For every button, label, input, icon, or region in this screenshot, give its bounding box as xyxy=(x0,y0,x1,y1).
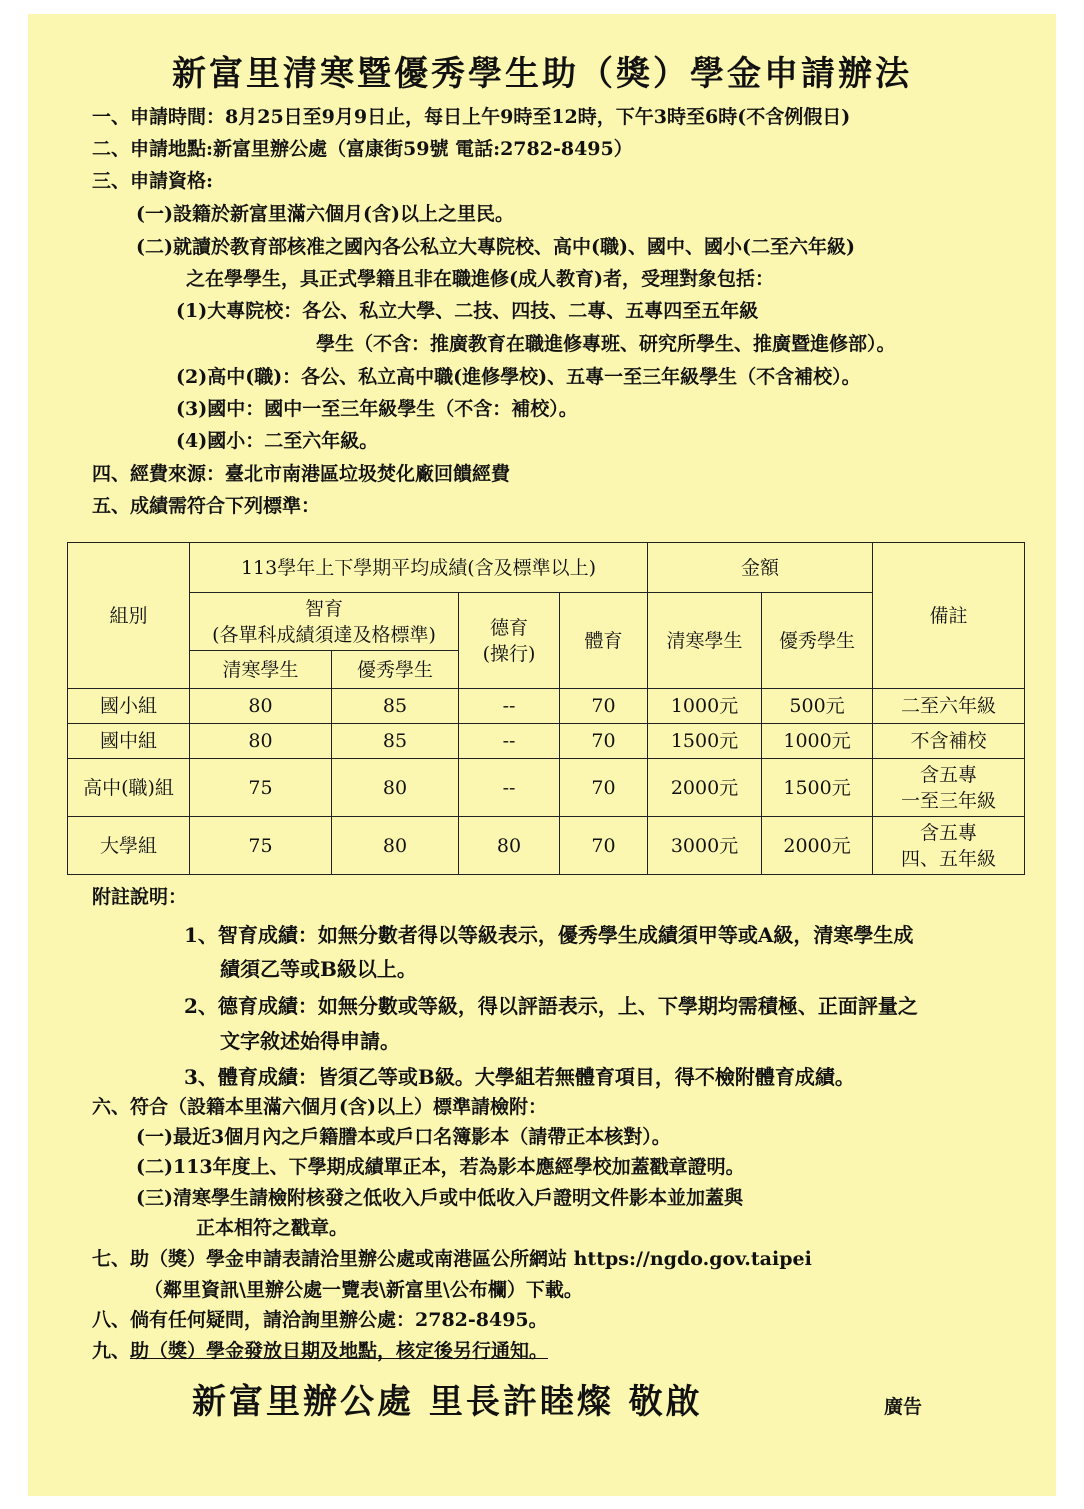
header-pe: 體育 xyxy=(560,593,648,689)
row-intel-needy: 75 xyxy=(190,817,332,875)
row-intel-excellent: 85 xyxy=(332,689,459,724)
eligibility-sub-1-cont: 學生（不含：推廣教育在職進修專班、研究所學生、推廣暨進修部）。 xyxy=(316,333,896,355)
row-amount-excellent: 1000元 xyxy=(762,724,873,759)
note-1-cont: 績須乙等或B級以上。 xyxy=(220,957,417,981)
row-intel-excellent: 85 xyxy=(332,724,459,759)
row-remark-line-1: 二至六年級 xyxy=(901,695,997,717)
signature: 新富里辦公處 里長許睦燦 敬啟 xyxy=(192,1382,703,1422)
row-intel-needy: 80 xyxy=(190,689,332,724)
row-remark xyxy=(873,724,1025,759)
header-amount-excellent: 優秀學生 xyxy=(762,593,873,689)
row-moral: -- xyxy=(459,724,560,759)
row-group: 高中(職)組 xyxy=(68,759,190,817)
eligibility-item-2-cont: 之在學學生，具正式學籍且非在職進修(成人教育)者，受理對象包括： xyxy=(186,268,774,290)
eligibility-item-1: (一)設籍於新富里滿六個月(含)以上之里民。 xyxy=(136,203,514,225)
row-pe: 70 xyxy=(560,724,648,759)
section-inquiry: 八、倘有任何疑問，請洽詢里辦公處：2782-8495。 xyxy=(92,1309,548,1331)
eligibility-sub-4: (4)國小：二至六年級。 xyxy=(176,430,379,452)
row-remark-line-2: 一至三年級 xyxy=(901,789,997,812)
eligibility-sub-1: (1)大專院校：各公、私立大學、二技、四技、二專、五專四至五年級 xyxy=(176,300,759,322)
row-pe: 70 xyxy=(560,689,648,724)
advertisement-label: 廣告 xyxy=(884,1396,923,1418)
row-amount-needy: 3000元 xyxy=(648,817,762,875)
row-pe: 70 xyxy=(560,817,648,875)
grade-standard-table xyxy=(67,542,1025,875)
header-amount: 金額 xyxy=(648,543,873,593)
row-intel-excellent: 80 xyxy=(332,759,459,817)
header-intellectual-needy: 清寒學生 xyxy=(190,651,332,689)
table-row xyxy=(68,817,1025,875)
row-amount-excellent: 2000元 xyxy=(762,817,873,875)
eligibility-sub-2: (2)高中(職)：各公、私立高中職(進修學校)、五專一至三年級學生（不含補校）。 xyxy=(176,366,861,388)
row-moral: 80 xyxy=(459,817,560,875)
note-3: 3、體育成績：皆須乙等或B級。大學組若無體育項目，得不檢附體育成績。 xyxy=(184,1065,855,1089)
row-remark-line-1: 含五專 xyxy=(920,821,978,844)
section-distribution-text: 助（獎）學金發放日期及地點，核定後另行通知。 xyxy=(130,1340,549,1362)
row-amount-needy: 1000元 xyxy=(648,689,762,724)
row-remark xyxy=(873,759,1025,817)
header-intellectual-note: (各單科成績須達及格標準) xyxy=(212,623,436,646)
row-group: 大學組 xyxy=(68,817,190,875)
section-distribution xyxy=(92,1338,548,1364)
row-amount-excellent: 1500元 xyxy=(762,759,873,817)
row-remark xyxy=(873,689,1025,724)
row-amount-needy: 2000元 xyxy=(648,759,762,817)
document-item-3-cont: 正本相符之戳章。 xyxy=(196,1217,349,1239)
page-title: 新富里清寒暨優秀學生助（獎）學金申請辦法 xyxy=(172,54,912,94)
header-moral xyxy=(459,593,560,689)
document-item-3: (三)清寒學生請檢附核發之低收入戶或中低收入戶證明文件影本並加蓋與 xyxy=(136,1187,743,1209)
section-application-form-path: （鄰里資訊\里辦公處一覽表\新富里\公布欄）下載。 xyxy=(144,1279,583,1301)
document-item-1: (一)最近3個月內之戶籍謄本或戶口名簿影本（請帶正本核對）。 xyxy=(136,1126,671,1148)
section-grade-standard: 五、成績需符合下列標準： xyxy=(92,495,321,517)
row-remark-line-2: 四、五年級 xyxy=(901,847,997,870)
section-documents: 六、符合（設籍本里滿六個月(含)以上）標準請檢附： xyxy=(92,1096,547,1118)
header-average-grade: 113學年上下學期平均成績(含及標準以上) xyxy=(190,543,648,593)
row-group: 國中組 xyxy=(68,724,190,759)
section-funding-source: 四、經費來源：臺北市南港區垃圾焚化廠回饋經費 xyxy=(92,463,511,485)
header-moral-title: 德育 xyxy=(489,616,528,639)
document-item-2: (二)113年度上、下學期成績單正本，若為影本應經學校加蓋戳章證明。 xyxy=(136,1156,745,1178)
section-application-location: 二、申請地點:新富里辦公處（富康街59號 電話:2782-8495） xyxy=(92,138,633,160)
row-intel-excellent: 80 xyxy=(332,817,459,875)
row-amount-excellent: 500元 xyxy=(762,689,873,724)
header-intellectual-title: 智育 xyxy=(304,597,343,620)
section-application-time: 一、申請時間：8月25日至9月9日止，每日上午9時至12時，下午3時至6時(不含例假日) xyxy=(92,106,851,128)
eligibility-item-2: (二)就讀於教育部核准之國內各公私立大專院校、高中(職)、國中、國小(二至六年級) xyxy=(136,236,855,258)
section-eligibility-heading: 三、申請資格: xyxy=(92,170,214,192)
row-remark-line-1: 含五專 xyxy=(920,763,978,786)
row-intel-needy: 80 xyxy=(190,724,332,759)
row-pe: 70 xyxy=(560,759,648,817)
note-2: 2、德育成績：如無分數或等級，得以評語表示，上、下學期均需積極、正面評量之 xyxy=(184,994,918,1018)
row-group: 國小組 xyxy=(68,689,190,724)
header-intellectual-excellent: 優秀學生 xyxy=(332,651,459,689)
table-row xyxy=(68,759,1025,817)
row-amount-needy: 1500元 xyxy=(648,724,762,759)
row-moral: -- xyxy=(459,689,560,724)
section-distribution-number: 九、 xyxy=(92,1340,131,1362)
note-1: 1、智育成績：如無分數者得以等級表示，優秀學生成績須甲等或A級，清寒學生成 xyxy=(184,923,914,947)
note-2-cont: 文字敘述始得申請。 xyxy=(220,1029,400,1053)
row-intel-needy: 75 xyxy=(190,759,332,817)
header-amount-needy: 清寒學生 xyxy=(648,593,762,689)
header-remark: 備註 xyxy=(873,543,1025,689)
row-remark-line-1: 不含補校 xyxy=(910,730,987,752)
row-moral: -- xyxy=(459,759,560,817)
eligibility-sub-3: (3)國中：國中一至三年級學生（不含：補校）。 xyxy=(176,398,578,420)
table-row xyxy=(68,689,1025,724)
header-moral-note: (操行) xyxy=(482,642,536,665)
header-intellectual xyxy=(190,593,459,651)
row-remark xyxy=(873,817,1025,875)
table-row xyxy=(68,724,1025,759)
section-application-form: 七、助（獎）學金申請表請洽里辦公處或南港區公所網站 https://ngdo.gov.taipei xyxy=(92,1248,812,1270)
header-group: 組別 xyxy=(68,543,190,689)
notes-heading: 附註說明： xyxy=(92,886,188,908)
